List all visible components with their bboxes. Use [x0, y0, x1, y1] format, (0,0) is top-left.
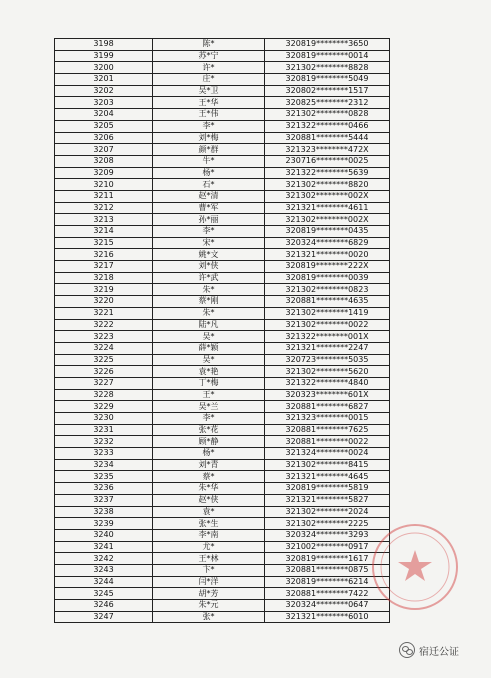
row-number: 3224	[55, 342, 153, 354]
table-row	[55, 50, 390, 62]
row-number: 3216	[55, 249, 153, 261]
person-name: 吴*兰	[153, 401, 265, 413]
table-row	[55, 179, 390, 191]
person-name: 蔡*刚	[153, 296, 265, 308]
person-name: 石*	[153, 179, 265, 191]
id-number: 320723********5035	[265, 354, 390, 366]
id-number: 321302********2024	[265, 506, 390, 518]
person-name: 赵*清	[153, 190, 265, 202]
person-name: 苏*宁	[153, 50, 265, 62]
table-row	[55, 588, 390, 600]
id-number: 321323********472X	[265, 144, 390, 156]
table-row	[55, 506, 390, 518]
id-number: 321302********1419	[265, 307, 390, 319]
row-number: 3221	[55, 307, 153, 319]
id-number: 321322********0466	[265, 120, 390, 132]
row-number: 3223	[55, 331, 153, 343]
row-number: 3228	[55, 389, 153, 401]
row-number: 3246	[55, 600, 153, 612]
id-number: 320819********0014	[265, 50, 390, 62]
row-number: 3229	[55, 401, 153, 413]
person-name: 薛*颖	[153, 342, 265, 354]
person-name: 蔡*	[153, 471, 265, 483]
table-row	[55, 249, 390, 261]
person-name: 李*	[153, 120, 265, 132]
person-name: 李*南	[153, 529, 265, 541]
id-number: 320324********0647	[265, 600, 390, 612]
table-row	[55, 564, 390, 576]
person-name: 许*	[153, 62, 265, 74]
row-number: 3214	[55, 226, 153, 238]
table-row	[55, 331, 390, 343]
id-number: 321323********0015	[265, 413, 390, 425]
row-number: 3199	[55, 50, 153, 62]
id-number: 321302********2225	[265, 518, 390, 530]
row-number: 3240	[55, 529, 153, 541]
person-name: 陈*	[153, 39, 265, 51]
table-row	[55, 541, 390, 553]
id-number: 320881********4635	[265, 296, 390, 308]
id-number: 321302********0022	[265, 319, 390, 331]
table-row	[55, 611, 390, 623]
row-number: 3207	[55, 144, 153, 156]
id-number: 320881********7422	[265, 588, 390, 600]
id-number: 321321********4645	[265, 471, 390, 483]
table-row	[55, 600, 390, 612]
id-number: 321321********2247	[265, 342, 390, 354]
row-number: 3239	[55, 518, 153, 530]
person-name: 李*	[153, 413, 265, 425]
table-row	[55, 483, 390, 495]
row-number: 3238	[55, 506, 153, 518]
table-row	[55, 389, 390, 401]
table-row	[55, 237, 390, 249]
person-name: 牛*	[153, 155, 265, 167]
row-number: 3234	[55, 459, 153, 471]
official-seal	[372, 524, 458, 610]
person-name: 吴*	[153, 354, 265, 366]
table-row	[55, 202, 390, 214]
table-row	[55, 366, 390, 378]
table-row	[55, 529, 390, 541]
person-name: 宋*	[153, 237, 265, 249]
table-row	[55, 144, 390, 156]
table-row	[55, 459, 390, 471]
table-row	[55, 436, 390, 448]
row-number: 3209	[55, 167, 153, 179]
row-number: 3200	[55, 62, 153, 74]
person-name: 丁*梅	[153, 377, 265, 389]
table-row	[55, 296, 390, 308]
table-row	[55, 120, 390, 132]
id-number: 321302********8828	[265, 62, 390, 74]
row-number: 3222	[55, 319, 153, 331]
table-row	[55, 214, 390, 226]
table-row	[55, 155, 390, 167]
table-row	[55, 109, 390, 121]
row-number: 3237	[55, 494, 153, 506]
person-name: 刘*青	[153, 459, 265, 471]
table-row	[55, 62, 390, 74]
table-row	[55, 39, 390, 51]
person-name: 张*花	[153, 424, 265, 436]
row-number: 3242	[55, 553, 153, 565]
person-name: 顾*静	[153, 436, 265, 448]
person-name: 吴*	[153, 331, 265, 343]
person-name: 张*生	[153, 518, 265, 530]
row-number: 3204	[55, 109, 153, 121]
id-number: 321322********4840	[265, 377, 390, 389]
row-number: 3201	[55, 74, 153, 86]
id-number: 320825********2312	[265, 97, 390, 109]
id-number: 320802********1517	[265, 85, 390, 97]
row-number: 3210	[55, 179, 153, 191]
id-number: 320819********5049	[265, 74, 390, 86]
id-number: 321302********0823	[265, 284, 390, 296]
id-number: 321002********0917	[265, 541, 390, 553]
row-number: 3244	[55, 576, 153, 588]
row-number: 3233	[55, 448, 153, 460]
id-number: 321302********0828	[265, 109, 390, 121]
id-number: 320881********0875	[265, 564, 390, 576]
footer-text: 宿迁公证	[419, 646, 459, 658]
person-name: 陆*凡	[153, 319, 265, 331]
row-number: 3208	[55, 155, 153, 167]
table-row	[55, 132, 390, 144]
table-row	[55, 413, 390, 425]
id-number: 321321********6010	[265, 611, 390, 623]
footer-watermark	[399, 642, 459, 658]
person-name: 朱*	[153, 307, 265, 319]
row-number: 3236	[55, 483, 153, 495]
table-row	[55, 494, 390, 506]
row-number: 3226	[55, 366, 153, 378]
id-number: 321302********002X	[265, 190, 390, 202]
person-name: 李*	[153, 226, 265, 238]
id-number: 321302********002X	[265, 214, 390, 226]
id-number: 321302********8415	[265, 459, 390, 471]
seal-graphic	[374, 526, 456, 608]
id-number: 320881********5444	[265, 132, 390, 144]
id-number: 320881********6827	[265, 401, 390, 413]
person-name: 朱*	[153, 284, 265, 296]
table-row	[55, 424, 390, 436]
table-row	[55, 226, 390, 238]
id-number: 321322********001X	[265, 331, 390, 343]
row-number: 3247	[55, 611, 153, 623]
person-name: 杨*	[153, 448, 265, 460]
row-number: 3243	[55, 564, 153, 576]
id-number: 320819********222X	[265, 261, 390, 273]
table-row	[55, 319, 390, 331]
table-row	[55, 471, 390, 483]
id-number: 321321********4611	[265, 202, 390, 214]
person-name: 卞*	[153, 564, 265, 576]
row-number: 3231	[55, 424, 153, 436]
id-number: 321322********5639	[265, 167, 390, 179]
table-row	[55, 518, 390, 530]
table-body	[55, 39, 390, 623]
id-number: 320819********5819	[265, 483, 390, 495]
id-number: 320881********0022	[265, 436, 390, 448]
wechat-icon	[399, 642, 415, 658]
row-number: 3205	[55, 120, 153, 132]
person-name: 王*	[153, 389, 265, 401]
person-name: 尤*	[153, 541, 265, 553]
person-name: 庄*	[153, 74, 265, 86]
person-name: 赵*侠	[153, 494, 265, 506]
table-row	[55, 553, 390, 565]
row-number: 3225	[55, 354, 153, 366]
table-row	[55, 377, 390, 389]
table-row	[55, 284, 390, 296]
table-row	[55, 342, 390, 354]
table-row	[55, 354, 390, 366]
row-number: 3206	[55, 132, 153, 144]
person-name: 刘*侠	[153, 261, 265, 273]
table-row	[55, 85, 390, 97]
id-number: 230716********0025	[265, 155, 390, 167]
person-name: 许*武	[153, 272, 265, 284]
table-row	[55, 97, 390, 109]
person-name: 吴*卫	[153, 85, 265, 97]
id-number: 320323********601X	[265, 389, 390, 401]
row-number: 3220	[55, 296, 153, 308]
table-row	[55, 190, 390, 202]
table-row	[55, 74, 390, 86]
row-number: 3213	[55, 214, 153, 226]
person-name: 杨*	[153, 167, 265, 179]
row-number: 3211	[55, 190, 153, 202]
row-number: 3212	[55, 202, 153, 214]
id-number: 321324********0024	[265, 448, 390, 460]
id-number: 321321********5827	[265, 494, 390, 506]
person-name: 胡*芳	[153, 588, 265, 600]
person-name: 王*林	[153, 553, 265, 565]
table-row	[55, 261, 390, 273]
person-name: 孙*丽	[153, 214, 265, 226]
table-row	[55, 307, 390, 319]
id-number: 321321********0020	[265, 249, 390, 261]
table-row	[55, 167, 390, 179]
person-name: 王*伟	[153, 109, 265, 121]
table-row	[55, 576, 390, 588]
person-name: 袁*艳	[153, 366, 265, 378]
row-number: 3217	[55, 261, 153, 273]
person-name: 刘*梅	[153, 132, 265, 144]
table-row	[55, 448, 390, 460]
row-number: 3202	[55, 85, 153, 97]
id-number: 320819********1617	[265, 553, 390, 565]
id-number: 320819********0435	[265, 226, 390, 238]
person-name: 闫*洋	[153, 576, 265, 588]
person-name: 袁*	[153, 506, 265, 518]
id-number: 320881********7625	[265, 424, 390, 436]
row-number: 3227	[55, 377, 153, 389]
person-name: 曹*军	[153, 202, 265, 214]
person-name: 张*	[153, 611, 265, 623]
person-name: 王*华	[153, 97, 265, 109]
row-number: 3230	[55, 413, 153, 425]
id-number: 320324********3293	[265, 529, 390, 541]
row-number: 3235	[55, 471, 153, 483]
row-number: 3245	[55, 588, 153, 600]
person-name: 姚*文	[153, 249, 265, 261]
row-number: 3203	[55, 97, 153, 109]
row-number: 3219	[55, 284, 153, 296]
id-number: 320819********3650	[265, 39, 390, 51]
row-number: 3218	[55, 272, 153, 284]
row-number: 3241	[55, 541, 153, 553]
id-number: 321302********8820	[265, 179, 390, 191]
row-number: 3198	[55, 39, 153, 51]
person-name: 朱*元	[153, 600, 265, 612]
person-name: 颜*群	[153, 144, 265, 156]
table-row	[55, 272, 390, 284]
id-number: 321302********5620	[265, 366, 390, 378]
person-name: 朱*华	[153, 483, 265, 495]
seal-star-icon	[398, 550, 432, 581]
table-row	[55, 401, 390, 413]
row-number: 3232	[55, 436, 153, 448]
row-number: 3215	[55, 237, 153, 249]
id-number: 320819********6214	[265, 576, 390, 588]
id-number: 320819********0039	[265, 272, 390, 284]
name-id-table	[54, 38, 390, 623]
id-number: 320324********6829	[265, 237, 390, 249]
